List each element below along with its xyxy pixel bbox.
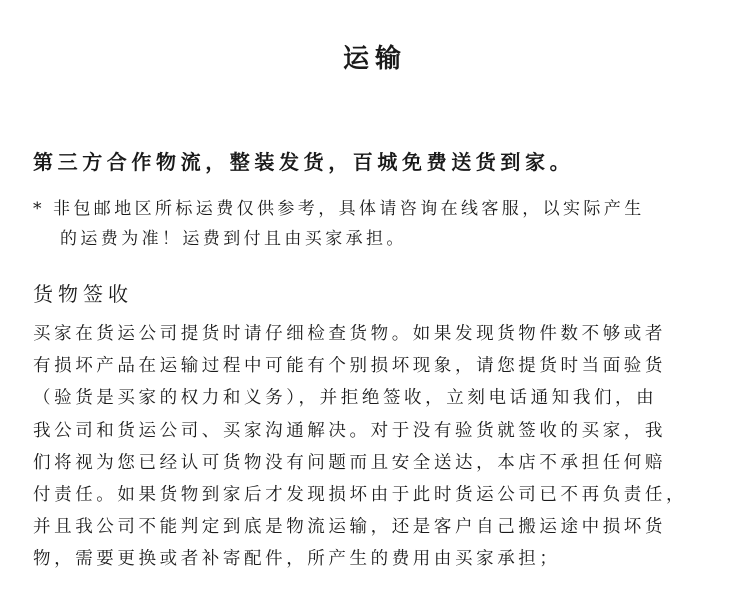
body-line: （验货是买家的权力和义务），并拒绝签收，立刻电话通知我们，由 [33,388,658,409]
body-line: 们将视为您已经认可货物没有问题而且安全送达，本店不承担任何赔 [33,452,666,473]
body-line: 物，需要更换或者补寄配件，所产生的费用由买家承担； [33,549,561,570]
shipping-headline: 第三方合作物流，整装发货，百城免费送货到家。 [33,150,575,174]
shipping-note [33,194,733,254]
note-line-2: 的运费为准！运费到付且由买家承担。 [60,229,407,249]
body-line: 买家在货运公司提货时请仔细检查货物。如果发现货物件数不够或者 [33,324,666,344]
page-title: 运输 [342,44,407,74]
body-line: 我公司和货运公司、买家沟通解决。对于没有验货就签收的买家，我 [33,420,666,441]
body-line: 有损坏产品在运输过程中可能有个别损坏现象，请您提货时当面验货 [33,356,666,377]
body-line: 并且我公司不能判定到底是物流运输，还是客户自己搬运途中损坏货 [33,517,666,538]
note-line-1: 非包邮地区所标运费仅供参考，具体请咨询在线客服，以实际产生 [53,199,645,219]
section-title: 货物签收 [33,282,133,306]
note-marker: * [33,199,45,219]
section-body [33,318,733,576]
body-line: 付责任。如果货物到家后才发现损坏由于此时货运公司已不再负责任， [33,485,688,506]
